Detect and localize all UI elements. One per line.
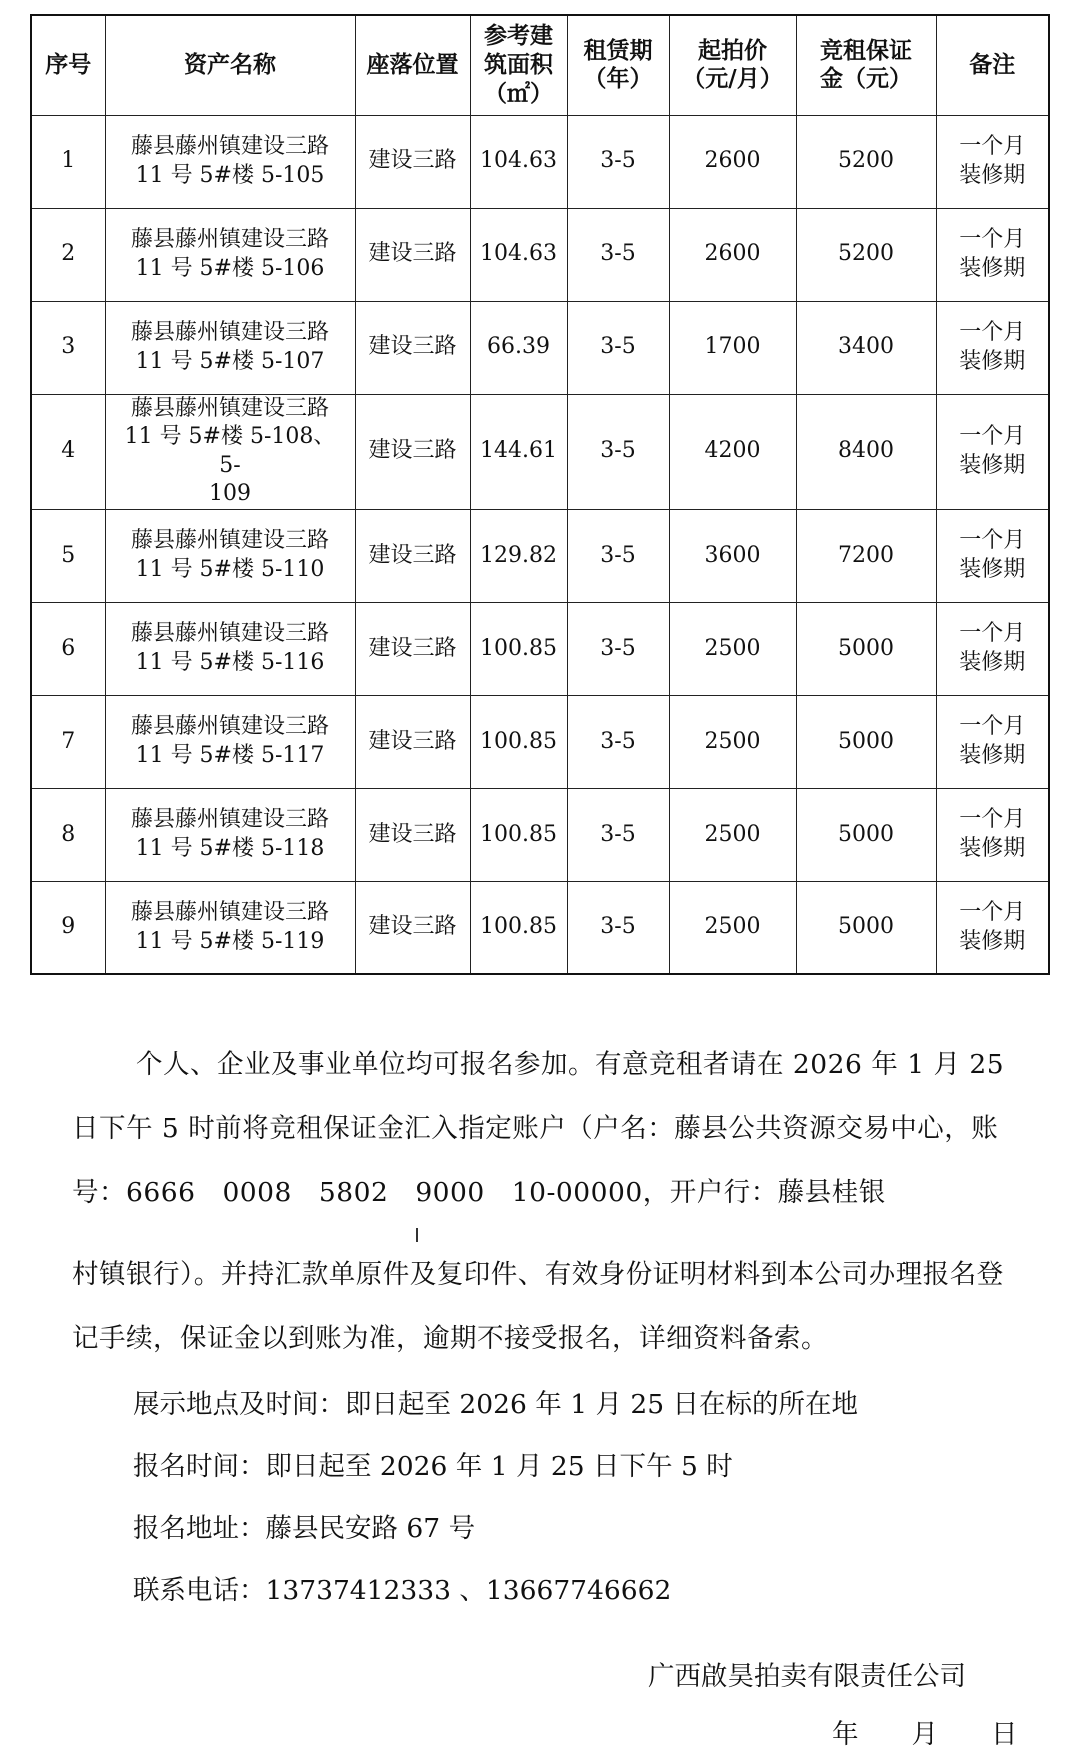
cell-index xyxy=(31,509,105,602)
cell-price xyxy=(669,208,796,301)
cell-term-term: 3-5 xyxy=(600,821,636,847)
cell-location xyxy=(355,695,470,788)
cell-asset-name xyxy=(105,115,355,208)
cell-deposit xyxy=(796,394,936,509)
cell-asset-name-name-line1: 藤县藤州镇建设三路 xyxy=(130,528,329,554)
header-deposit-line1: 竞租保证 xyxy=(820,36,912,64)
header-price-line1: 起拍价 xyxy=(698,36,767,64)
cell-asset-name-name-line2: 11 号 5#楼 5-118 xyxy=(135,835,325,861)
cell-asset-name xyxy=(105,881,355,974)
cell-area xyxy=(470,602,567,695)
scan-mark xyxy=(416,1228,418,1242)
cell-remark xyxy=(936,208,1049,301)
cell-area xyxy=(470,301,567,394)
cell-deposit xyxy=(796,695,936,788)
cell-asset-name-name-line2: 11 号 5#楼 5-110 xyxy=(135,556,325,582)
cell-index xyxy=(31,394,105,509)
cell-asset-name xyxy=(105,394,355,509)
cell-price-price: 2500 xyxy=(704,914,761,940)
cell-remark-remark-line2: 装修期 xyxy=(959,835,1026,861)
header-term-line1: 租赁期 xyxy=(583,36,653,64)
cell-price-price: 2600 xyxy=(704,148,761,174)
notice-paragraph-1: 个人、企业及事业单位均可报名参加。有意竞租者请在 2026 年 1 月 25 日下午 5 时前将竞租保证金汇入指定账户（户名：藤县公共资源交易中心，账号：6666 0008 5802 9000 10-00000，开户行：藤县桂银 xyxy=(72,1049,1005,1208)
cell-index xyxy=(31,301,105,394)
cell-deposit-deposit: 8400 xyxy=(838,438,894,464)
cell-deposit-deposit: 7200 xyxy=(838,542,894,568)
cell-asset-name-name-line2: 11 号 5#楼 5-107 xyxy=(135,348,325,374)
cell-index-index: 8 xyxy=(61,821,76,847)
cell-deposit-deposit: 5200 xyxy=(838,241,894,267)
header-deposit-line2: 金（元） xyxy=(820,65,912,93)
table-row xyxy=(31,602,1049,695)
cell-remark-remark-line2: 装修期 xyxy=(959,742,1026,768)
cell-remark-remark-line1: 一个月 xyxy=(959,424,1026,450)
cell-asset-name-name-line2: 11 号 5#楼 5-117 xyxy=(135,742,325,768)
cell-index-index: 9 xyxy=(61,914,76,940)
cell-deposit-deposit: 3400 xyxy=(838,334,894,360)
cell-term xyxy=(567,881,669,974)
cell-asset-name xyxy=(105,788,355,881)
cell-location-location: 建设三路 xyxy=(368,821,457,847)
header-price-line2: （元/月） xyxy=(682,65,783,93)
cell-location xyxy=(355,115,470,208)
cell-remark-remark-line1: 一个月 xyxy=(959,319,1026,345)
cell-area xyxy=(470,208,567,301)
cell-price-price: 2500 xyxy=(704,728,761,754)
cell-area xyxy=(470,881,567,974)
cell-index xyxy=(31,115,105,208)
header-asset-name: 资产名称 xyxy=(105,15,355,115)
cell-remark xyxy=(936,881,1049,974)
cell-remark-remark-line1: 一个月 xyxy=(959,714,1026,740)
cell-term xyxy=(567,602,669,695)
cell-location xyxy=(355,509,470,602)
signature-date: 年 月 日 xyxy=(832,1719,1018,1750)
cell-location-location: 建设三路 xyxy=(368,914,457,940)
cell-term xyxy=(567,301,669,394)
cell-remark-remark-line1: 一个月 xyxy=(959,807,1026,833)
cell-price xyxy=(669,301,796,394)
cell-area-area: 100.85 xyxy=(480,821,557,847)
cell-price xyxy=(669,788,796,881)
contact-phone: 联系电话：13737412333 、13667746662 xyxy=(133,1575,672,1606)
cell-remark xyxy=(936,695,1049,788)
table-row xyxy=(31,115,1049,208)
cell-index xyxy=(31,602,105,695)
cell-location-location: 建设三路 xyxy=(368,241,457,267)
cell-index xyxy=(31,695,105,788)
cell-term-term: 3-5 xyxy=(600,542,636,568)
cell-area-area: 104.63 xyxy=(480,241,557,267)
cell-asset-name-name-line2: 11 号 5#楼 5-119 xyxy=(135,928,325,954)
cell-remark xyxy=(936,602,1049,695)
header-location: 座落位置 xyxy=(355,15,470,115)
cell-deposit-deposit: 5200 xyxy=(838,148,894,174)
cell-location xyxy=(355,881,470,974)
cell-remark-remark-line1: 一个月 xyxy=(959,528,1026,554)
cell-price-price: 1700 xyxy=(704,334,761,360)
cell-price xyxy=(669,394,796,509)
header-deposit xyxy=(796,15,936,115)
cell-location-location: 建设三路 xyxy=(368,635,457,661)
cell-asset-name-name-line1: 藤县藤州镇建设三路 xyxy=(130,133,329,159)
lease-table xyxy=(30,14,1050,975)
cell-price-price: 3600 xyxy=(704,542,761,568)
header-remark: 备注 xyxy=(936,15,1049,115)
registration-time: 报名时间：即日起至 2026 年 1 月 25 日下午 5 时 xyxy=(133,1451,733,1482)
cell-index-index: 3 xyxy=(61,334,76,360)
cell-area-area: 100.85 xyxy=(480,635,557,661)
header-area-line3: （㎡） xyxy=(484,79,553,107)
cell-index xyxy=(31,881,105,974)
table-row xyxy=(31,301,1049,394)
cell-deposit-deposit: 5000 xyxy=(838,635,894,661)
cell-price xyxy=(669,509,796,602)
cell-asset-name-name-line3: 109 xyxy=(209,481,251,507)
cell-asset-name-name-line1: 藤县藤州镇建设三路 xyxy=(130,395,329,421)
header-term-line2: （年） xyxy=(583,65,653,93)
header-area-line1: 参考建 xyxy=(484,22,553,50)
cell-term xyxy=(567,509,669,602)
cell-area-area: 100.85 xyxy=(480,728,557,754)
cell-location xyxy=(355,602,470,695)
cell-term-term: 3-5 xyxy=(600,728,636,754)
cell-location-location: 建设三路 xyxy=(368,542,457,568)
table-row xyxy=(31,509,1049,602)
cell-asset-name-name-line1: 藤县藤州镇建设三路 xyxy=(130,900,329,926)
table-header-row xyxy=(31,15,1049,115)
cell-asset-name xyxy=(105,695,355,788)
cell-index-index: 1 xyxy=(61,148,76,174)
cell-index xyxy=(31,788,105,881)
cell-remark-remark-line2: 装修期 xyxy=(959,649,1026,675)
cell-term xyxy=(567,115,669,208)
cell-area-area: 66.39 xyxy=(487,334,550,360)
cell-term-term: 3-5 xyxy=(600,334,636,360)
cell-location-location: 建设三路 xyxy=(368,334,457,360)
cell-deposit xyxy=(796,301,936,394)
cell-term xyxy=(567,394,669,509)
display-info: 展示地点及时间：即日起至 2026 年 1 月 25 日在标的所在地 xyxy=(133,1389,859,1420)
header-index: 序号 xyxy=(31,15,105,115)
cell-asset-name xyxy=(105,602,355,695)
header-price xyxy=(669,15,796,115)
cell-deposit xyxy=(796,509,936,602)
cell-price-price: 2500 xyxy=(704,821,761,847)
cell-area xyxy=(470,394,567,509)
cell-price-price: 2500 xyxy=(704,635,761,661)
registration-address: 报名地址：藤县民安路 67 号 xyxy=(133,1513,476,1544)
cell-term-term: 3-5 xyxy=(600,914,636,940)
cell-remark-remark-line2: 装修期 xyxy=(959,452,1026,478)
table-row xyxy=(31,881,1049,974)
cell-deposit xyxy=(796,788,936,881)
cell-asset-name xyxy=(105,509,355,602)
cell-asset-name xyxy=(105,208,355,301)
table-row xyxy=(31,394,1049,509)
table-body xyxy=(31,115,1049,974)
cell-area xyxy=(470,115,567,208)
cell-remark xyxy=(936,301,1049,394)
cell-location xyxy=(355,394,470,509)
cell-remark-remark-line2: 装修期 xyxy=(959,255,1026,281)
cell-index-index: 5 xyxy=(61,542,76,568)
cell-asset-name-name-line2: 11 号 5#楼 5-105 xyxy=(135,162,325,188)
cell-price-price: 2600 xyxy=(704,241,761,267)
cell-term xyxy=(567,208,669,301)
cell-location xyxy=(355,788,470,881)
cell-index-index: 4 xyxy=(61,438,76,464)
cell-remark xyxy=(936,788,1049,881)
cell-location-location: 建设三路 xyxy=(368,148,457,174)
cell-area-area: 144.61 xyxy=(480,438,557,464)
cell-remark-remark-line2: 装修期 xyxy=(959,928,1026,954)
cell-remark-remark-line2: 装修期 xyxy=(959,556,1026,582)
cell-term-term: 3-5 xyxy=(600,148,636,174)
cell-deposit xyxy=(796,602,936,695)
cell-index-index: 2 xyxy=(61,241,76,267)
cell-remark-remark-line1: 一个月 xyxy=(959,226,1026,252)
cell-asset-name-name-line1: 藤县藤州镇建设三路 xyxy=(130,714,329,740)
cell-remark-remark-line2: 装修期 xyxy=(959,348,1026,374)
cell-price xyxy=(669,602,796,695)
cell-deposit-deposit: 5000 xyxy=(838,821,894,847)
cell-location xyxy=(355,208,470,301)
cell-area xyxy=(470,509,567,602)
cell-index xyxy=(31,208,105,301)
cell-area xyxy=(470,788,567,881)
cell-area-area: 129.82 xyxy=(480,542,557,568)
header-term xyxy=(567,15,669,115)
cell-remark-remark-line1: 一个月 xyxy=(959,900,1026,926)
cell-price xyxy=(669,881,796,974)
cell-remark-remark-line1: 一个月 xyxy=(959,621,1026,647)
cell-location-location: 建设三路 xyxy=(368,728,457,754)
cell-asset-name-name-line1: 藤县藤州镇建设三路 xyxy=(130,226,329,252)
cell-asset-name-name-line1: 藤县藤州镇建设三路 xyxy=(130,807,329,833)
cell-deposit-deposit: 5000 xyxy=(838,728,894,754)
cell-remark xyxy=(936,394,1049,509)
cell-index-index: 7 xyxy=(61,728,76,754)
cell-asset-name-name-line1: 藤县藤州镇建设三路 xyxy=(130,621,329,647)
notice-paragraph-2: 村镇银行）。并持汇款单原件及复印件、有效身份证明材料到本公司办理报名登记手续，保证金以到账为准，逾期不接受报名，详细资料备索。 xyxy=(72,1259,1004,1354)
cell-term-term: 3-5 xyxy=(600,241,636,267)
cell-area xyxy=(470,695,567,788)
cell-deposit-deposit: 5000 xyxy=(838,914,894,940)
cell-area-area: 104.63 xyxy=(480,148,557,174)
cell-asset-name-name-line1: 藤县藤州镇建设三路 xyxy=(130,319,329,345)
cell-location xyxy=(355,301,470,394)
cell-remark-remark-line2: 装修期 xyxy=(959,162,1026,188)
table-row xyxy=(31,695,1049,788)
cell-price xyxy=(669,695,796,788)
cell-asset-name-name-line2: 11 号 5#楼 5-108、5- xyxy=(124,424,336,478)
cell-asset-name-name-line2: 11 号 5#楼 5-116 xyxy=(135,649,325,675)
cell-term xyxy=(567,695,669,788)
cell-deposit xyxy=(796,208,936,301)
cell-deposit xyxy=(796,115,936,208)
company-name: 广西啟昊拍卖有限责任公司 xyxy=(648,1661,966,1692)
cell-asset-name xyxy=(105,301,355,394)
cell-remark-remark-line1: 一个月 xyxy=(959,133,1026,159)
cell-term-term: 3-5 xyxy=(600,438,636,464)
cell-area-area: 100.85 xyxy=(480,914,557,940)
cell-index-index: 6 xyxy=(61,635,76,661)
cell-remark xyxy=(936,509,1049,602)
cell-price-price: 4200 xyxy=(704,438,761,464)
cell-term-term: 3-5 xyxy=(600,635,636,661)
table-row xyxy=(31,788,1049,881)
cell-location-location: 建设三路 xyxy=(368,438,457,464)
cell-asset-name-name-line2: 11 号 5#楼 5-106 xyxy=(135,255,325,281)
header-area xyxy=(470,15,567,115)
table-row xyxy=(31,208,1049,301)
cell-remark xyxy=(936,115,1049,208)
cell-deposit xyxy=(796,881,936,974)
header-area-line2: 筑面积 xyxy=(484,50,553,78)
cell-term xyxy=(567,788,669,881)
cell-price xyxy=(669,115,796,208)
